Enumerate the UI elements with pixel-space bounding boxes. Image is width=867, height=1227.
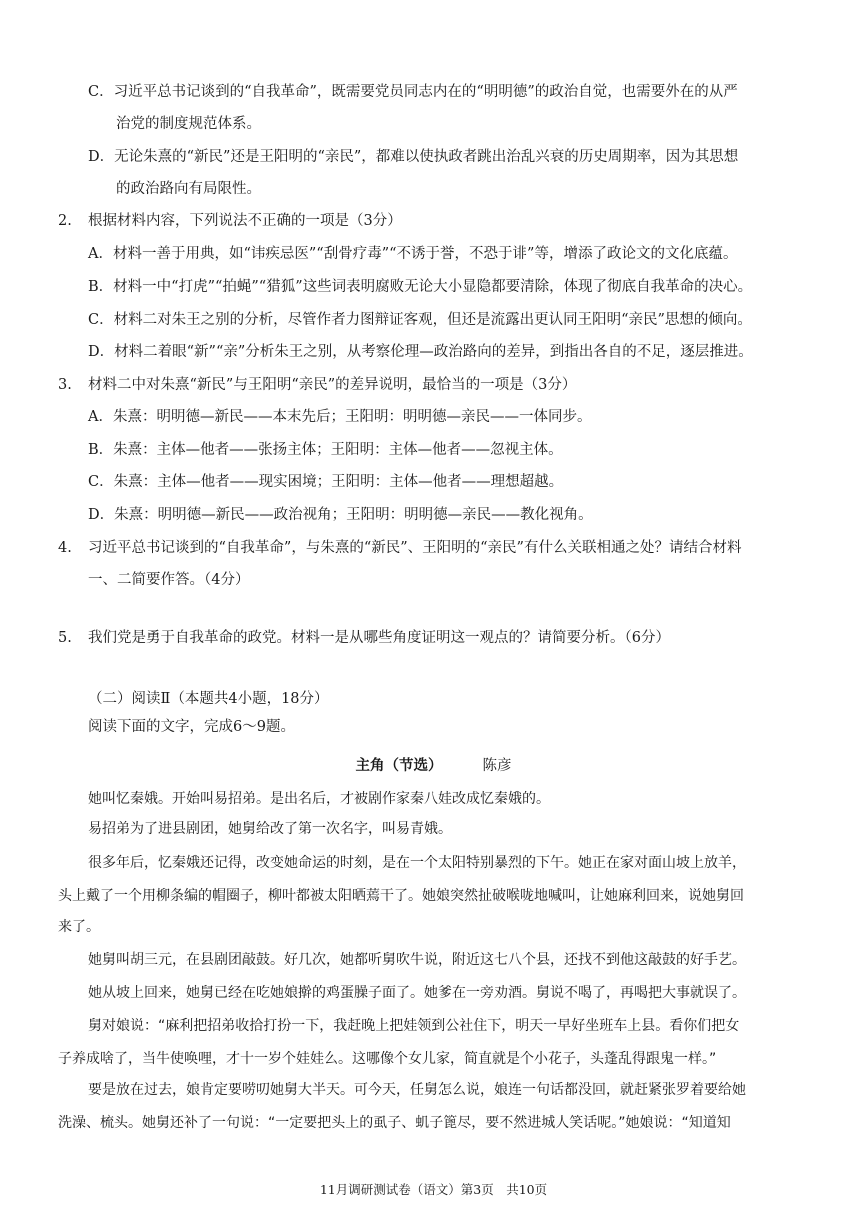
story-paragraph-5: 她从坡上回来，她舅已经在吃她娘擀的鸡蛋臊子面了。她爹在一旁劝酒。舅说不喝了，再喝把大事就误了。	[88, 985, 746, 1001]
q3-option-b: B．朱熹：主体—他者——张扬主体；王阳明：主体—他者——忽视主体。	[88, 442, 563, 458]
story-paragraph-3-line-3: 来了。	[58, 919, 100, 935]
q2-option-d: D．材料二着眼“新”“亲”分析朱王之别，从考察伦理—政治路向的差异，到指出各自的不足，逐层推进。	[88, 344, 753, 360]
story-paragraph-4: 她舅叫胡三元，在县剧团敲鼓。好几次，她都听舅吹牛说，附近这七八个县，还找不到他这敲鼓的好手艺。	[88, 952, 746, 968]
story-paragraph-3-line-1: 很多年后，忆秦娥还记得，改变她命运的时刻，是在一个太阳特别暴烈的下午。她正在家对面山坡上放羊，	[88, 855, 746, 871]
q4-stem-cont: 一、二简要作答。（4分）	[88, 572, 250, 588]
section-instruction: 阅读下面的文字，完成6～9题。	[88, 719, 295, 735]
q3-option-a: A．朱熹：明明德—新民——本末先后；王阳明：明明德—亲民——一体同步。	[88, 409, 592, 425]
q5-stem-text: 我们党是勇于自我革命的政党。材料一是从哪些角度证明这一观点的？请简要分析。（6分）	[88, 630, 670, 646]
q3-option-c: C．朱熹：主体—他者——现实困境；王阳明：主体—他者——理想超越。	[88, 474, 564, 490]
q1-option-d-cont: 的政治路向有局限性。	[116, 181, 261, 197]
q1-option-c: C．习近平总书记谈到的“自我革命”，既需要党员同志内在的“明明德”的政治自觉，也需要外在的从严	[88, 84, 738, 100]
story-title: 主角（节选）	[355, 757, 443, 774]
story-author: 陈彦	[482, 758, 512, 774]
story-paragraph-6-line-1: 舅对娘说：“麻利把招弟收拾打扮一下，我赶晚上把娃领到公社住下，明天一早好坐班车上县。看你们把女	[88, 1018, 740, 1034]
q2-stem	[58, 214, 402, 229]
section-heading: （二）阅读Ⅱ（本题共4小题，18分）	[88, 691, 329, 707]
story-paragraph-3-line-2: 头上戴了一个用柳条编的帽圈子，柳叶都被太阳晒蔫干了。她娘突然扯破喉咙地喊叫，让她麻利回来，说她舅回	[58, 888, 744, 904]
q4-stem	[58, 541, 741, 556]
q1-option-c-cont: 治党的制度规范体系。	[116, 116, 261, 132]
q3-number: 3.	[58, 377, 72, 393]
story-paragraph-2: 易招弟为了进县剧团，她舅给改了第一次名字，叫易青娥。	[88, 821, 452, 837]
story-paragraph-1: 她叫忆秦娥。开始叫易招弟。是出名后，才被剧作家秦八娃改成忆秦娥的。	[88, 791, 550, 807]
q5-number: 5.	[58, 630, 72, 646]
page-footer: 11月调研测试卷（语文）第3页 共10页	[319, 1182, 548, 1197]
q2-stem-text: 根据材料内容，下列说法不正确的一项是（3分）	[88, 213, 402, 229]
q2-number: 2.	[58, 213, 72, 229]
q4-stem-text: 习近平总书记谈到的“自我革命”，与朱熹的“新民”、王阳明的“亲民”有什么关联相通之处？请结合材料	[88, 540, 742, 556]
q1-option-d: D．无论朱熹的“新民”还是王阳明的“亲民”，都难以使执政者跳出治乱兴衰的历史周期率，因为其思想	[88, 149, 739, 165]
story-paragraph-7-line-1: 要是放在过去，娘肯定要唠叨她舅大半天。可今天，任舅怎么说，娘连一句话都没回，就赶紧张罗着要给她	[88, 1082, 746, 1098]
story-paragraph-6-line-2: 子养成啥了，当牛使唤哩，才十一岁个娃娃么。这哪像个女儿家，简直就是个小花子，头蓬乱得跟鬼一样。”	[58, 1051, 717, 1067]
q3-stem-text: 材料二中对朱熹“新民”与王阳明“亲民”的差异说明，最恰当的一项是（3分）	[88, 377, 577, 393]
q5-stem	[58, 631, 670, 646]
q3-stem	[58, 378, 576, 393]
story-title-line	[0, 759, 867, 774]
q3-option-d: D．朱熹：明明德—新民——政治视角；王阳明：明明德—亲民——教化视角。	[88, 507, 593, 523]
q2-option-c: C．材料二对朱王之别的分析，尽管作者力图辩证客观，但还是流露出更认同王阳明“亲民”思想的倾向。	[88, 312, 752, 328]
q2-option-a: A．材料一善于用典，如“讳疾忌医”“刮骨疗毒”“不诱于誉，不恐于诽”等，增添了政论文的文化底蕴。	[88, 246, 738, 262]
story-paragraph-7-line-2: 洗澡、梳头。她舅还补了一句说：“一定要把头上的虱子、虮子篦尽，要不然进城人笑话呢。”她娘说：“知道知	[58, 1115, 731, 1131]
q4-number: 4.	[58, 540, 72, 556]
q2-option-b: B．材料一中“打虎”“拍蝇”“猎狐”这些词表明腐败无论大小显隐都要清除，体现了彻底自我革命的决心。	[88, 279, 753, 295]
